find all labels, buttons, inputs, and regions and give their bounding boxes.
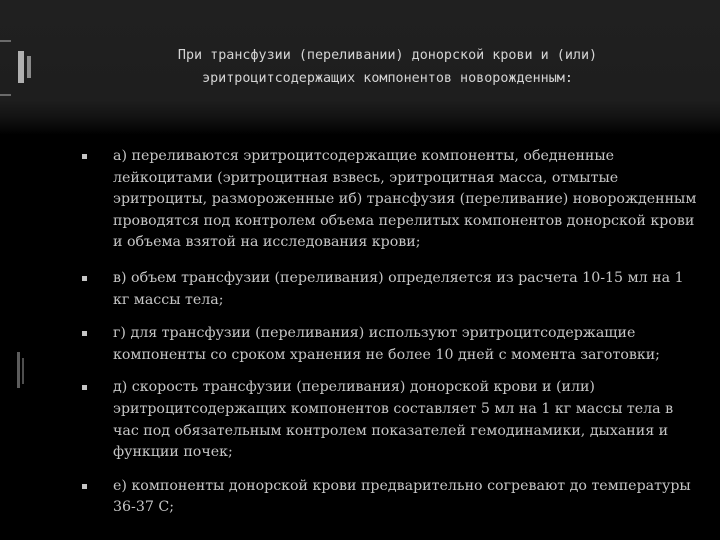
slide-title-line-1: При трансфузии (переливании) донорской крови и (или) (177, 48, 598, 63)
decor-bar-left-top (0, 40, 11, 42)
decor-bar-left-mid (27, 56, 31, 78)
bullet-item (82, 146, 702, 254)
bullet-text: в) объем трансфузии (переливания) определяется из расчета 10-15 мл на 1 кг массы тела; (113, 269, 684, 308)
bullet-square-icon (82, 484, 87, 489)
bullet-text: д) скорость трансфузии (переливания) донорской крови и (или) эритроцитсодержащих компонентов составляет 5 мл на 1 кг массы тела в час под обязательным контролем показателей гемодинамики, дыхания и функции почек; (113, 379, 674, 461)
bullet-item (82, 476, 702, 519)
bullet-text: а) переливаются эритроцитсодержащие компоненты, обедненные лейкоцитами (эритроцитная взвесь, эритроцитная масса, отмытые эритроциты, размороженные иб) трансфузия (переливание) новорожденным проводятся под контролем объема перелитых компонентов донорской крови и объема взятой на исследования крови; (113, 148, 697, 251)
bullet-text: г) для трансфузии (переливания) используют эритроцитсодержащие компоненты со сроком хранения не более 10 дней с момента заготовки; (113, 325, 660, 363)
bullet-square-icon (82, 154, 87, 159)
slide-title (100, 44, 675, 90)
bullet-item (82, 323, 702, 366)
decor-bar-left-thick (18, 51, 24, 83)
bullet-square-icon (82, 331, 87, 336)
bullet-square-icon (82, 385, 87, 390)
decor-bar-left-bottom (0, 94, 11, 96)
slide-title-line-2: эритроцитсодержащих компонентов новорожденным: (202, 71, 573, 86)
decor-bar-left-lower-2 (22, 358, 24, 384)
bullet-item (82, 268, 702, 311)
bullet-square-icon (82, 276, 87, 281)
bullet-item (82, 377, 702, 463)
bullet-list (82, 146, 702, 519)
bullet-text: е) компоненты донорской крови предварительно согревают до температуры 36-37 С; (113, 477, 691, 516)
decor-bar-left-lower-1 (17, 352, 20, 388)
